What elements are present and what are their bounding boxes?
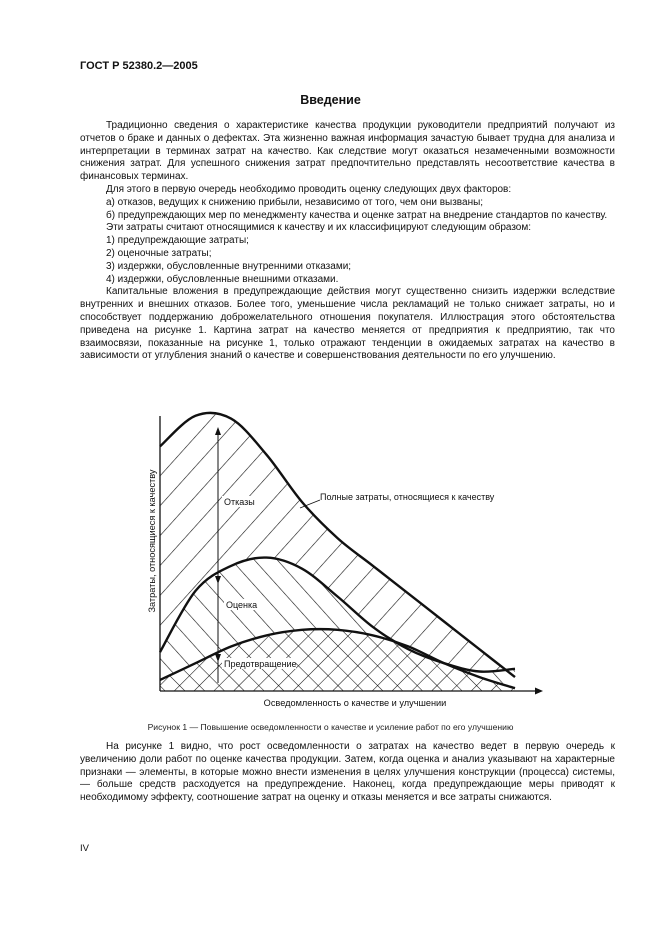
paragraph: Для этого в первую очередь необходимо проводить оценку следующих двух факторов: xyxy=(106,183,512,195)
cost-chart xyxy=(140,408,550,708)
intro-text-block xyxy=(80,120,615,363)
paragraph: Эти затраты считают относящимися к качеству и их классифицируют следующим образом: xyxy=(106,222,532,234)
paragraph: 1) предупреждающие затраты; xyxy=(106,235,249,247)
paragraph: 4) издержки, обусловленные внешними отказами. xyxy=(106,273,339,285)
figure-caption: Рисунок 1 — Повышение осведомленности о качестве и усиление работ по его улучшению xyxy=(147,722,514,732)
failures-label: Отказы xyxy=(224,497,255,507)
appraisal-label: Оценка xyxy=(226,600,258,610)
paragraph: На рисунке 1 видно, что рост осведомленности о затратах на качество ведет в первую очередь к увеличению доли работ по оценке качества продукции. Затем, когда оценка и анализ указывают на характерные признаки — элементы, в которые можно внести изменения в целях улучшения конструкции (процесса) системы, — больше средств расходуется на предупреждение. Наконец, когда предупреждающие меры приводят к необходимому эффекту, соотношение затрат на оценку и отказы меняется и все затраты снижаются. xyxy=(80,741,615,804)
paragraph: 3) издержки, обусловленные внутренними отказами; xyxy=(106,260,352,272)
x-axis-arrow xyxy=(535,688,543,695)
paragraph: 2) оценочные затраты; xyxy=(106,247,212,259)
paragraph: Капитальные вложения в предупреждающие действия могут существенно снизить издержки вследствие внутренних и внешних отказов. Более того, уменьшение числа рекламаций не только снижает затраты, но и способствует поддержанию доброжелательного отношения покупателя. Иллюстрация этого обстоятельства приведена на рисунке 1. Картина затрат на качество меняется от предприятия к предприятию, так что взаимосвязи, показанные на рисунке 1, только отражают тенденции в ожидаемых затратах на качество в зависимости от углубления знаний о качестве и совершенствования деятельности по его улучшению. xyxy=(80,286,615,362)
paragraph: б) предупреждающих мер по менеджменту качества и оценке затрат на внедрение стандартов по качеству. xyxy=(106,209,608,221)
x-axis-label: Осведомленность о качестве и улучшении xyxy=(263,698,447,708)
y-axis-label: Затраты, относящиеся к качеству xyxy=(147,469,157,613)
conclusion-text-block xyxy=(80,741,615,805)
prevention-label: Предотвращение xyxy=(224,659,297,669)
document-header: ГОСТ Р 52380.2—2005 xyxy=(80,60,198,72)
page-number: IV xyxy=(80,843,89,854)
paragraph: Традиционно сведения о характеристике качества продукции руководители предприятий получают из отчетов о браке и данных о дефектах. Эта жизненно важная информация зачастую бывает трудна для анализа и интерпретации в терминах затрат на качество. Как следствие могут оказаться незамеченными возможности снижения затрат. Для успешного снижения затрат предпочтительно представлять несоответствие качества в финансовых терминах. xyxy=(80,120,615,183)
paragraph: а) отказов, ведущих к снижению прибыли, независимо от того, чем они вызваны; xyxy=(106,196,484,208)
section-title: Введение xyxy=(300,93,361,107)
total-cost-label: Полные затраты, относящиеся к качеству xyxy=(320,492,495,502)
